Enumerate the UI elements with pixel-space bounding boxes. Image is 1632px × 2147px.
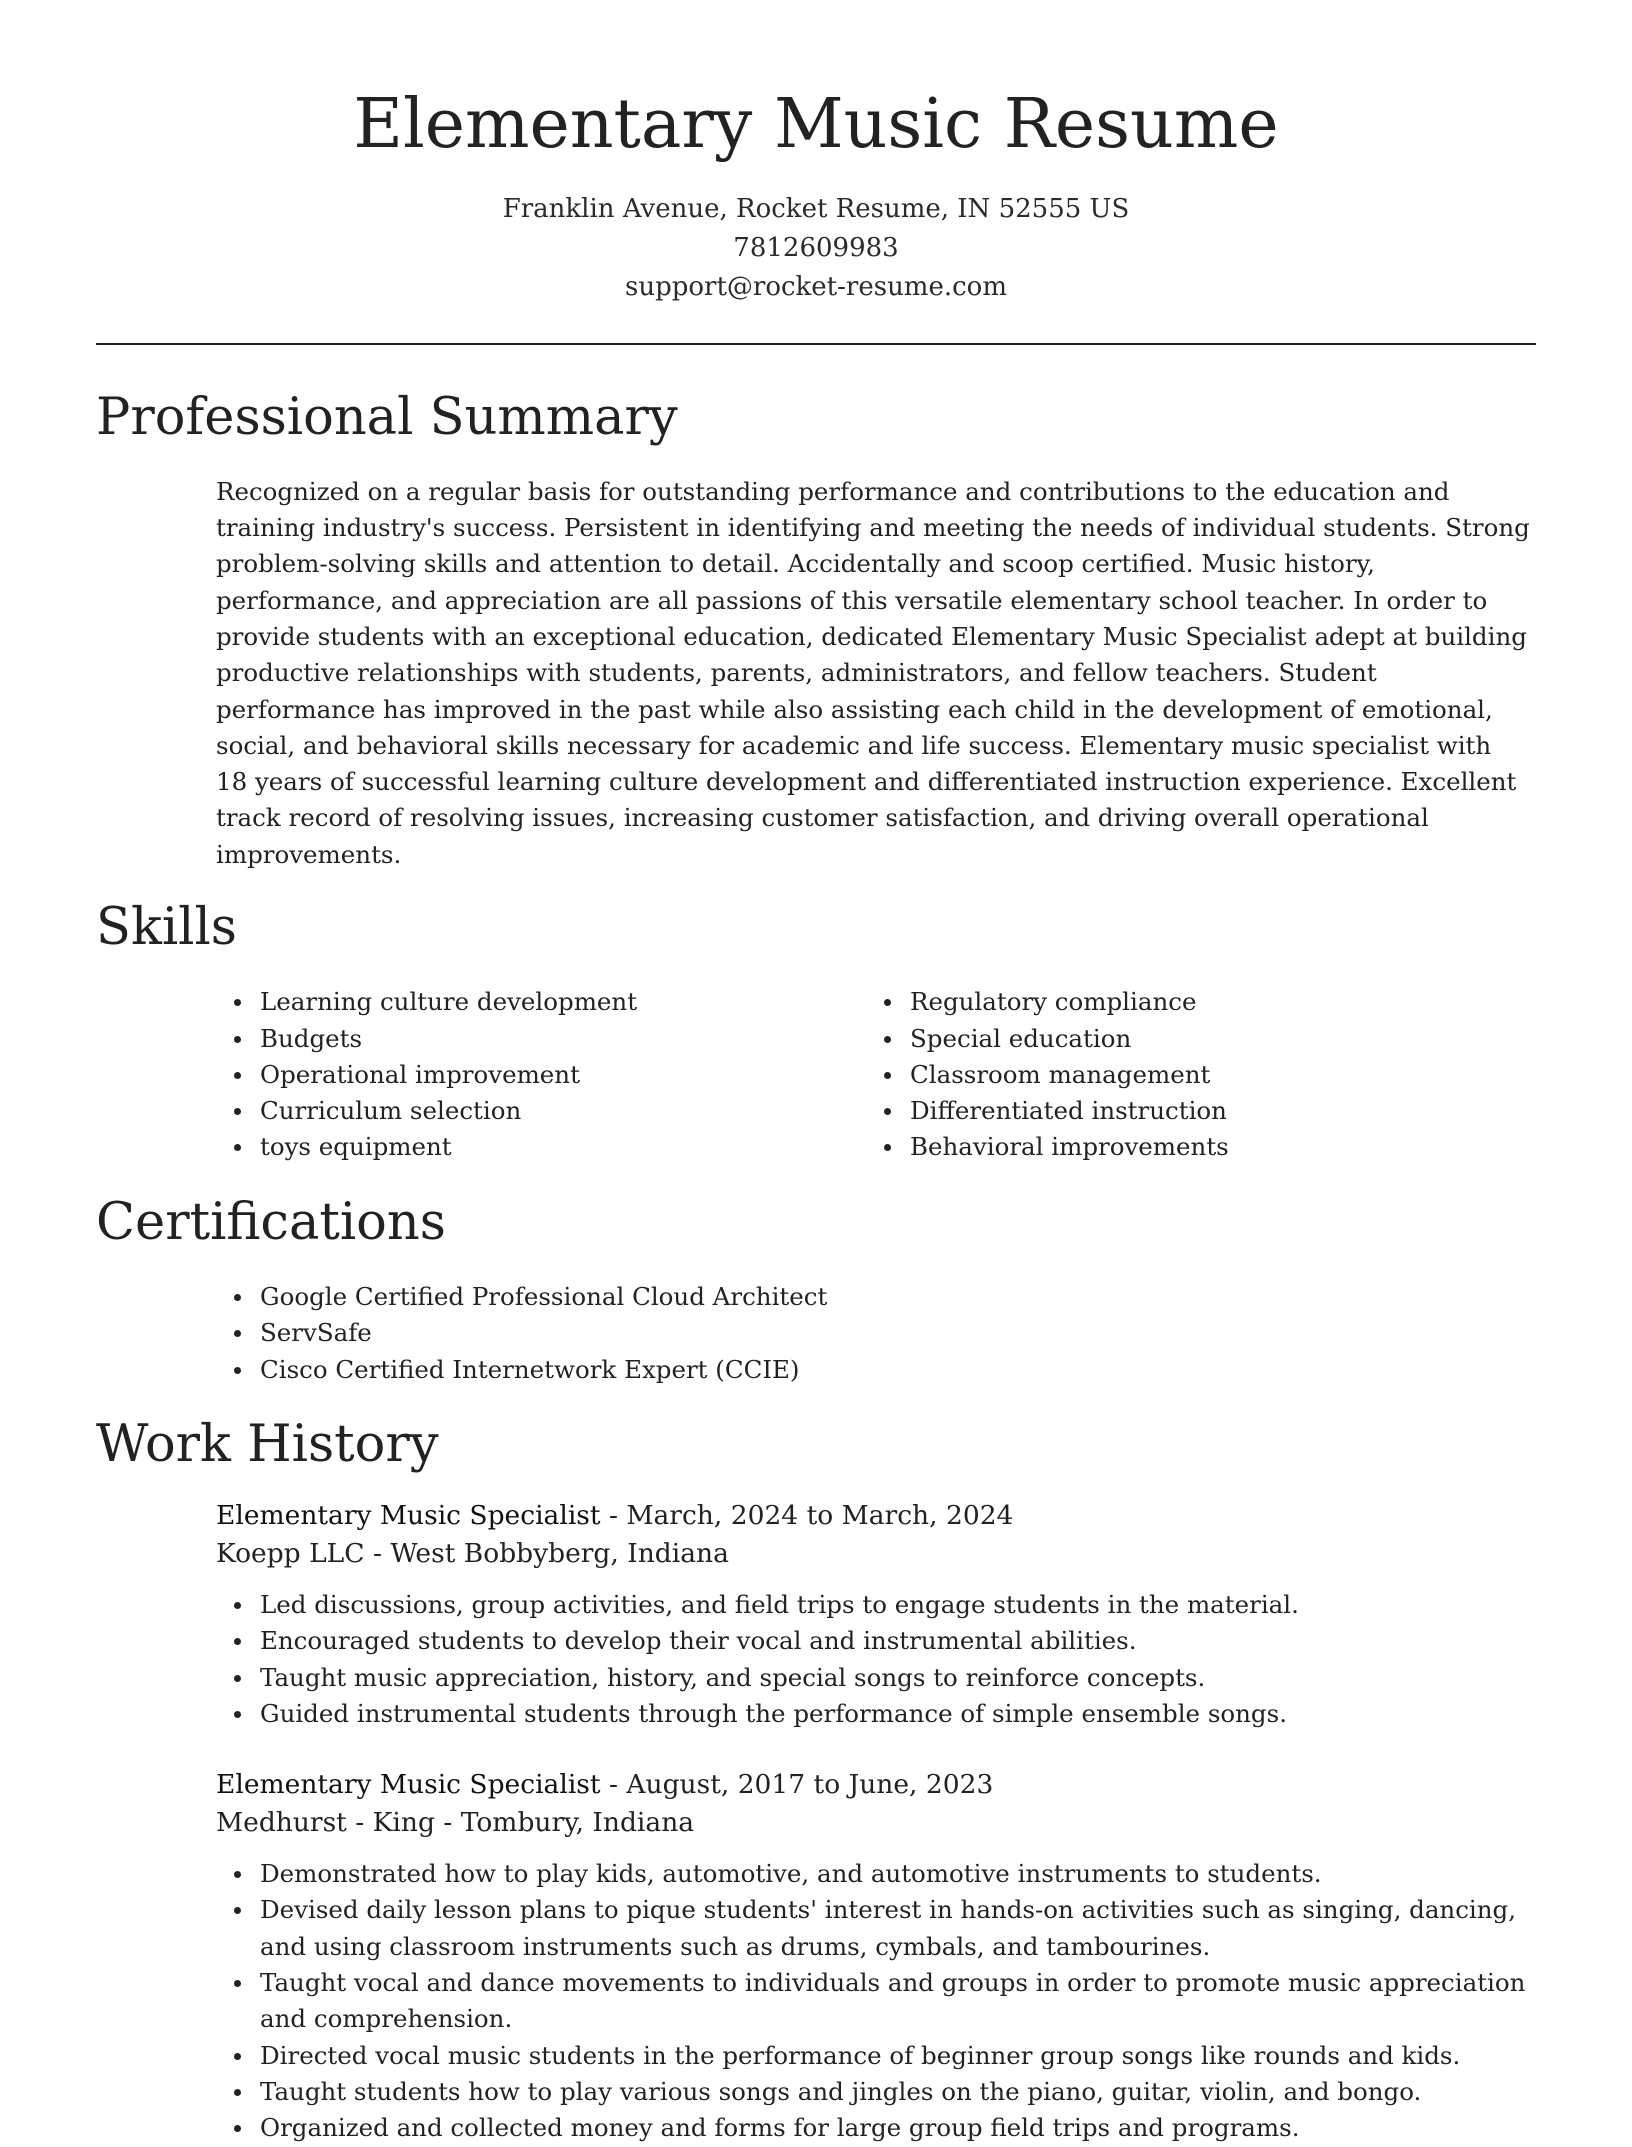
skill-item: toys equipment [216,1129,866,1165]
certification-item: Cisco Certified Internetwork Expert (CCIE) [216,1352,1536,1388]
job-duty: Demonstrated how to play kids, automotive, and automotive instruments to students. [216,1856,1536,1892]
job-duty: Led discussions, group activities, and field trips to engage students in the material. [216,1587,1536,1623]
job-duty: Encouraged students to develop their vocal and instrumental abilities. [216,1623,1536,1659]
job-company: Koepp LLC - West Bobbyberg, Indiana [216,1537,729,1569]
job-duty: Directed vocal music students in the performance of beginner group songs like rounds and kids. [216,2038,1536,2074]
job-entry [216,1766,1536,2146]
job-duty: Devised daily lesson plans to pique students' interest in hands-on activities such as singing, dancing, and using classroom instruments such as drums, cymbals, and tambourines. [216,1892,1536,1965]
job-title-line [216,1497,1536,1535]
skill-item: Differentiated instruction [866,1093,1516,1129]
job-duties-list [216,1587,1536,1732]
job-duty: Guided instrumental students through the performance of simple ensemble songs. [216,1696,1536,1732]
resume-header [96,0,1536,345]
job-title: Elementary Music Specialist [216,1499,601,1531]
skill-item: Behavioral improvements [866,1129,1516,1165]
skill-item: Curriculum selection [216,1093,866,1129]
job-duty: Taught vocal and dance movements to individuals and groups in order to promote music appreciation and comprehension. [216,1965,1536,2038]
job-title: Elementary Music Specialist [216,1769,601,1801]
skills-list-right [866,984,1516,1165]
job-dates: - August, 2017 to June, 2023 [600,1769,994,1801]
certifications-list [216,1279,1536,1388]
job-dates: - March, 2024 to March, 2024 [600,1499,1014,1531]
skills-section [96,897,1536,1166]
skill-item: Budgets [216,1021,866,1057]
resume-title: Elementary Music Resume [353,85,1279,164]
job-duty: Taught students how to play various songs and jingles on the piano, guitar, violin, and bongo. [216,2074,1536,2110]
contact-phone: 7812609983 [733,232,899,263]
skill-item: Operational improvement [216,1057,866,1093]
contact-block [96,190,1536,307]
certification-item: ServSafe [216,1315,1536,1351]
summary-text: Recognized on a regular basis for outstanding performance and contributions to the education and training industry's success. Persistent in identifying and meeting the needs of individual students. Strong problem-solving skills and attention to detail. Accidentally and scoop certified. Music history, performance, and appreciation are all passions of this versatile elementary school teacher. In order to provide students with an exceptional education, dedicated Elementary Music Specialist adept at building productive relationships with students, parents, administrators, and fellow teachers. Student performance has improved in the past while also assisting each child in the development of emotional, social, and behavioral skills necessary for academic and life success. Elementary music specialist with 18 years of successful learning culture development and differentiated instruction experience. Excellent track record of resolving issues, increasing customer satisfaction, and driving overall operational improvements. [216,476,1530,869]
skill-item: Regulatory compliance [866,984,1516,1020]
work-history-section [96,1414,1536,2147]
certification-item: Google Certified Professional Cloud Architect [216,1279,1536,1315]
job-company: Medhurst - King - Tombury, Indiana [216,1807,695,1839]
job-entry [216,1497,1536,1732]
job-duty: Taught music appreciation, history, and special songs to reinforce concepts. [216,1660,1536,1696]
contact-address: Franklin Avenue, Rocket Resume, IN 52555 US [502,193,1130,224]
certifications-section [96,1192,1536,1388]
work-history-heading: Work History [96,1414,439,1474]
summary-section [96,387,1536,873]
skill-item: Special education [866,1021,1516,1057]
skill-item: Classroom management [866,1057,1516,1093]
skill-item: Learning culture development [216,984,866,1020]
job-duty: Organized and collected money and forms for large group field trips and programs. [216,2110,1536,2146]
skills-heading: Skills [96,898,237,958]
skills-list-left [216,984,866,1165]
summary-heading: Professional Summary [96,387,678,447]
contact-email: support@rocket-resume.com [624,271,1007,302]
header-divider [96,343,1536,345]
job-title-line [216,1766,1536,1804]
skills-grid [216,984,1536,1165]
job-duties-list [216,1856,1536,2146]
certifications-heading: Certifications [96,1192,446,1252]
